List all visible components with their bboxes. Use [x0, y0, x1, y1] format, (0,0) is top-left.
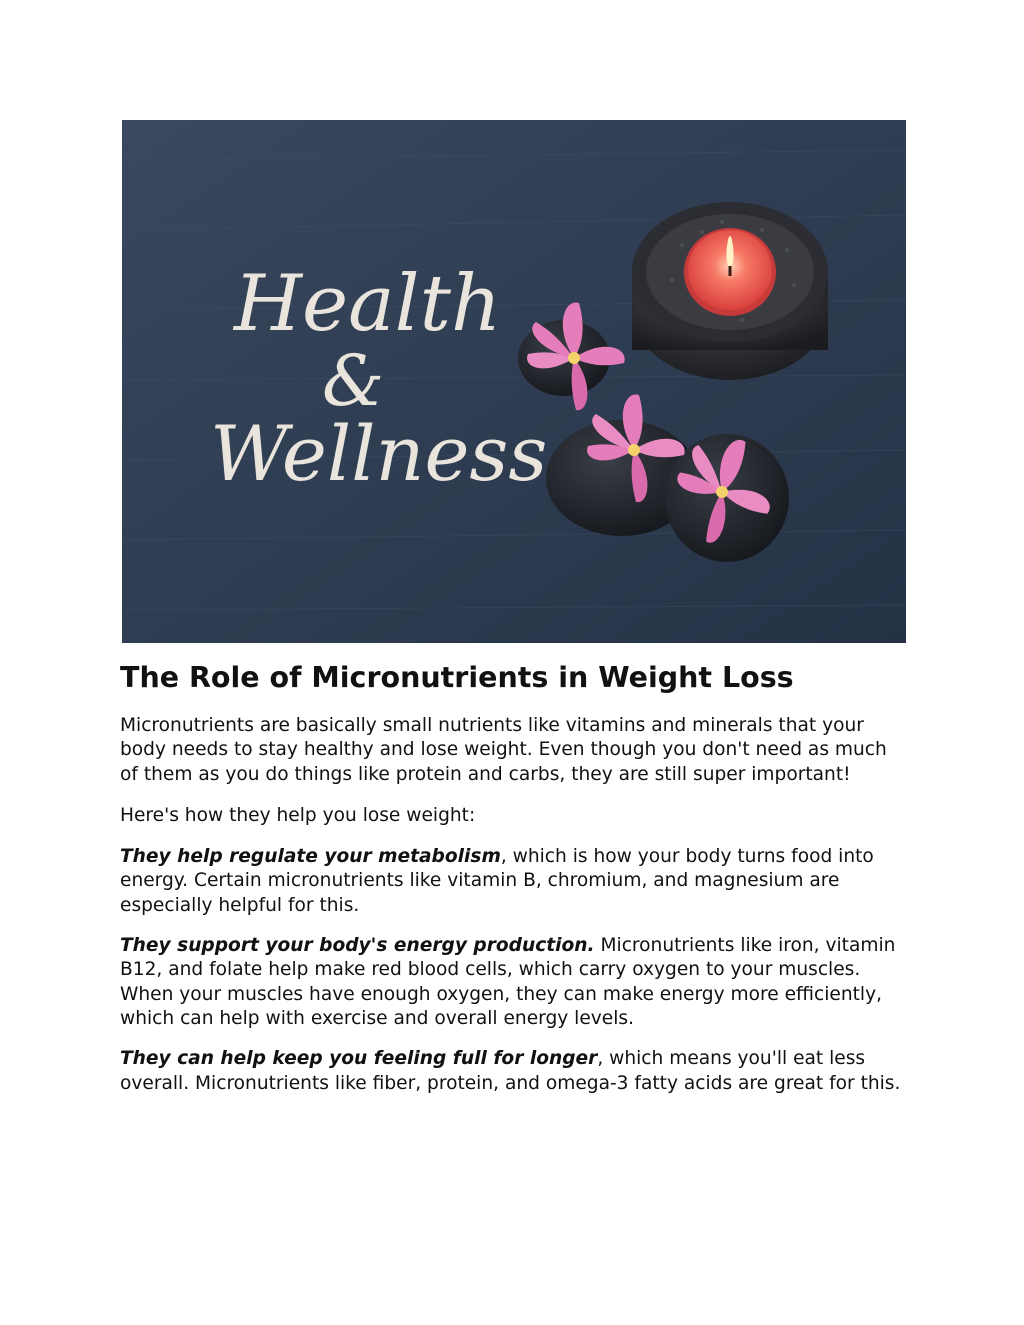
- health-wellness-illustration: [122, 120, 906, 643]
- point-heading: They support your body's energy production.: [120, 935, 595, 957]
- point-body: Micronutrients like iron, vitamin B12, and folate help make red blood cells, which carry oxygen to your muscles. When your muscles have enough oxygen, they can make energy more efficiently, which can help with exercise and overall energy levels.: [120, 935, 896, 1029]
- lettering-health: Health: [234, 259, 502, 349]
- lead-in-paragraph: Here's how they help you lose weight:: [120, 804, 476, 826]
- tealight-candle: [684, 228, 776, 316]
- article: [120, 658, 910, 1112]
- point-heading: They can help keep you feeling full for longer: [120, 1048, 598, 1070]
- point-paragraph: [120, 1047, 910, 1096]
- point-paragraph: [120, 934, 910, 1031]
- slate-background: [122, 120, 906, 643]
- hero-image: [122, 120, 906, 643]
- point-heading: They help regulate your metabolism: [120, 846, 501, 868]
- intro-paragraph: Micronutrients are basically small nutrients like vitamins and minerals that your body needs to stay healthy and lose weight. Even though you don't need as much of them as you do things like protein and carbs, they are still super important!: [120, 715, 887, 785]
- point-body: , which means you'll eat less overall. Micronutrients like fiber, protein, and omega-3 fatty acids are great for this.: [120, 1048, 901, 1094]
- point-body: , which is how your body turns food into energy. Certain micronutrients like vitamin B, chromium, and magnesium are especially helpful for this.: [120, 846, 874, 916]
- lettering-wellness: Wellness: [210, 409, 548, 498]
- lettering-ampersand: &: [322, 340, 385, 422]
- article-title: The Role of Micronutrients in Weight Loss: [120, 661, 794, 694]
- point-paragraph: [120, 845, 910, 918]
